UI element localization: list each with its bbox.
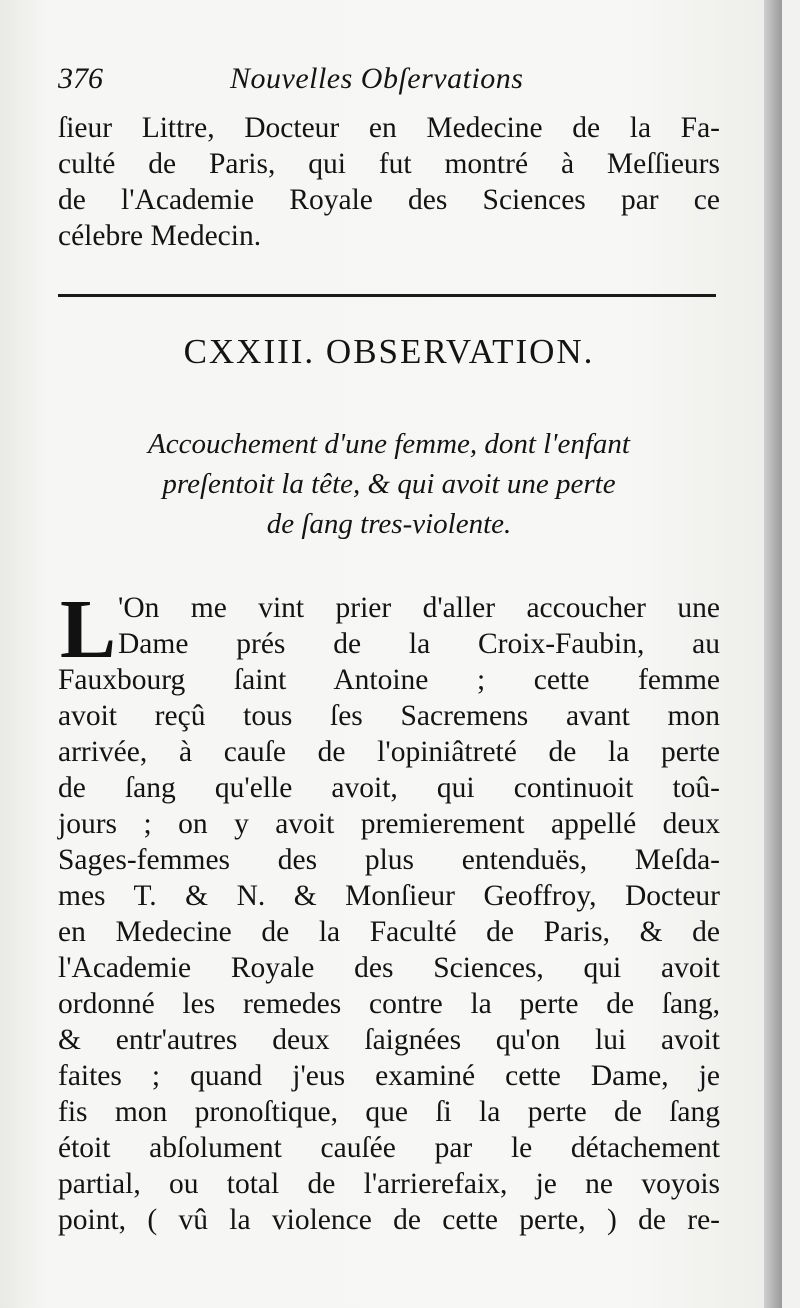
- body-line: mes T. & N. & Monſieur Geoffroy, Docteur: [58, 880, 720, 912]
- title-line: de ſang tres-violente.: [266, 508, 512, 540]
- title-line: preſentoit la tête, & qui avoit une perte: [162, 468, 616, 500]
- continuation-line: ſieur Littre, Docteur en Medecine de la Fa-: [58, 112, 720, 144]
- body-line: de ſang qu'elle avoit, qui continuoit toû-: [58, 772, 720, 804]
- body-line: & entr'autres deux ſaignées qu'on lui avoit: [58, 1024, 720, 1056]
- observation-heading: CXXIII. OBSERVATION.: [183, 332, 595, 371]
- body-line: arrivée, à cauſe de l'opiniâtreté de la perte: [58, 736, 720, 768]
- body-line: ordonné les remedes contre la perte de ſang,: [58, 988, 720, 1020]
- page-edge-shadow: [764, 0, 782, 1308]
- body-line: en Medecine de la Faculté de Paris, & de: [58, 916, 720, 948]
- body-line: avoit reçû tous ſes Sacremens avant mon: [58, 700, 720, 732]
- body-line: Sages-femmes des plus entenduës, Meſda-: [58, 844, 720, 876]
- continuation-line: célebre Medecin.: [58, 220, 262, 252]
- body-line: l'Academie Royale des Sciences, qui avoit: [58, 952, 720, 984]
- observation-title: [58, 424, 720, 544]
- running-title: Nouvelles Obſervations: [230, 62, 524, 95]
- continuation-line: de l'Academie Royale des Sciences par ce: [58, 184, 720, 216]
- body-line: point, ( vû la violence de cette perte, ) de re-: [58, 1204, 720, 1236]
- body-line: fis mon pronoſtique, que ſi la perte de ſang: [58, 1096, 720, 1128]
- body-line: partial, ou total de l'arrierefaix, je ne voyois: [58, 1168, 720, 1200]
- page-number: 376: [58, 62, 103, 95]
- title-line: Accouchement d'une femme, dont l'enfant: [148, 428, 630, 460]
- body-line: faites ; quand j'eus examiné cette Dame, je: [58, 1060, 720, 1092]
- continuation-line: culté de Paris, qui fut montré à Meſſieurs: [58, 148, 720, 180]
- body-line: 'On me vint prier d'aller accoucher une: [118, 592, 720, 624]
- drop-cap: L: [60, 583, 117, 676]
- section-rule: [58, 294, 716, 297]
- running-head: [58, 62, 718, 106]
- body-line: étoit abſolument cauſée par le détachement: [58, 1132, 720, 1164]
- body-line: Fauxbourg ſaint Antoine ; cette femme: [58, 664, 720, 696]
- body-line: Dame prés de la Croix-Faubin, au: [118, 628, 720, 660]
- body-line: jours ; on y avoit premierement appellé deux: [58, 808, 720, 840]
